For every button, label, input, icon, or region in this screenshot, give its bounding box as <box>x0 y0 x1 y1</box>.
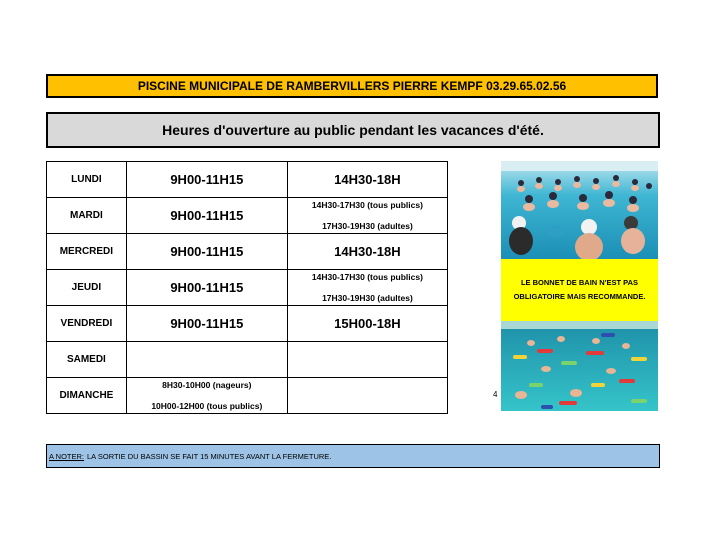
day-cell: SAMEDI <box>47 342 127 378</box>
pool-title: PISCINE MUNICIPALE DE RAMBERVILLERS PIERRE KEMPF 03.29.65.02.56 <box>137 79 567 93</box>
aquagym-photo <box>501 161 658 259</box>
exit-notice-label: A NOTER: <box>49 451 85 461</box>
morning-hours-swimmers: 8H30-10H00 (nageurs) <box>162 380 252 390</box>
exit-notice-bar <box>46 444 660 468</box>
schedule-table <box>46 161 448 414</box>
side-panel <box>501 161 658 411</box>
afternoon-hours-general: 14H30-17H30 (tous publics) <box>311 200 423 210</box>
morning-hours-split <box>126 378 287 414</box>
hours-subtitle: Heures d'ouverture au public pendant les vacances d'été. <box>162 122 544 138</box>
afternoon-hours-adults: 17H30-19H30 (adultes) <box>322 221 413 231</box>
swim-cap-notice-line1: LE BONNET DE BAIN N'EST PAS <box>520 278 639 287</box>
day-cell: MERCREDI <box>47 234 127 270</box>
swim-cap-notice-line2: OBLIGATOIRE MAIS RECOMMANDE. <box>513 292 646 301</box>
afternoon-hours-split <box>287 270 447 306</box>
swim-cap-notice <box>501 259 658 321</box>
page-number: 4 <box>493 390 498 399</box>
morning-hours <box>126 342 287 378</box>
pool-title-banner <box>46 74 658 98</box>
day-cell: DIMANCHE <box>47 378 127 414</box>
afternoon-hours-general: 14H30-17H30 (tous publics) <box>311 272 423 282</box>
day-cell: LUNDI <box>47 162 127 198</box>
afternoon-hours: 14H30-18H <box>287 162 447 198</box>
afternoon-hours-adults: 17H30-19H30 (adultes) <box>322 293 413 303</box>
table-row <box>47 162 448 198</box>
table-row <box>47 378 448 414</box>
day-cell: VENDREDI <box>47 306 127 342</box>
day-cell: MARDI <box>47 198 127 234</box>
table-row <box>47 234 448 270</box>
afternoon-hours <box>287 342 447 378</box>
table-row <box>47 306 448 342</box>
morning-hours: 9H00-11H15 <box>126 306 287 342</box>
afternoon-hours <box>287 378 447 414</box>
morning-hours: 9H00-11H15 <box>126 234 287 270</box>
table-row <box>47 270 448 306</box>
afternoon-hours-split <box>287 198 447 234</box>
table-row <box>47 342 448 378</box>
morning-hours-general: 10H00-12H00 (tous publics) <box>151 401 263 411</box>
afternoon-hours: 15H00-18H <box>287 306 447 342</box>
table-row <box>47 198 448 234</box>
exit-notice-text: LA SORTIE DU BASSIN SE FAIT 15 MINUTES AVANT LA FERMETURE. <box>87 451 332 461</box>
day-cell: JEUDI <box>47 270 127 306</box>
swim-lesson-photo <box>501 321 658 411</box>
hours-subtitle-banner <box>46 112 660 148</box>
morning-hours: 9H00-11H15 <box>126 162 287 198</box>
afternoon-hours: 14H30-18H <box>287 234 447 270</box>
morning-hours: 9H00-11H15 <box>126 270 287 306</box>
morning-hours: 9H00-11H15 <box>126 198 287 234</box>
